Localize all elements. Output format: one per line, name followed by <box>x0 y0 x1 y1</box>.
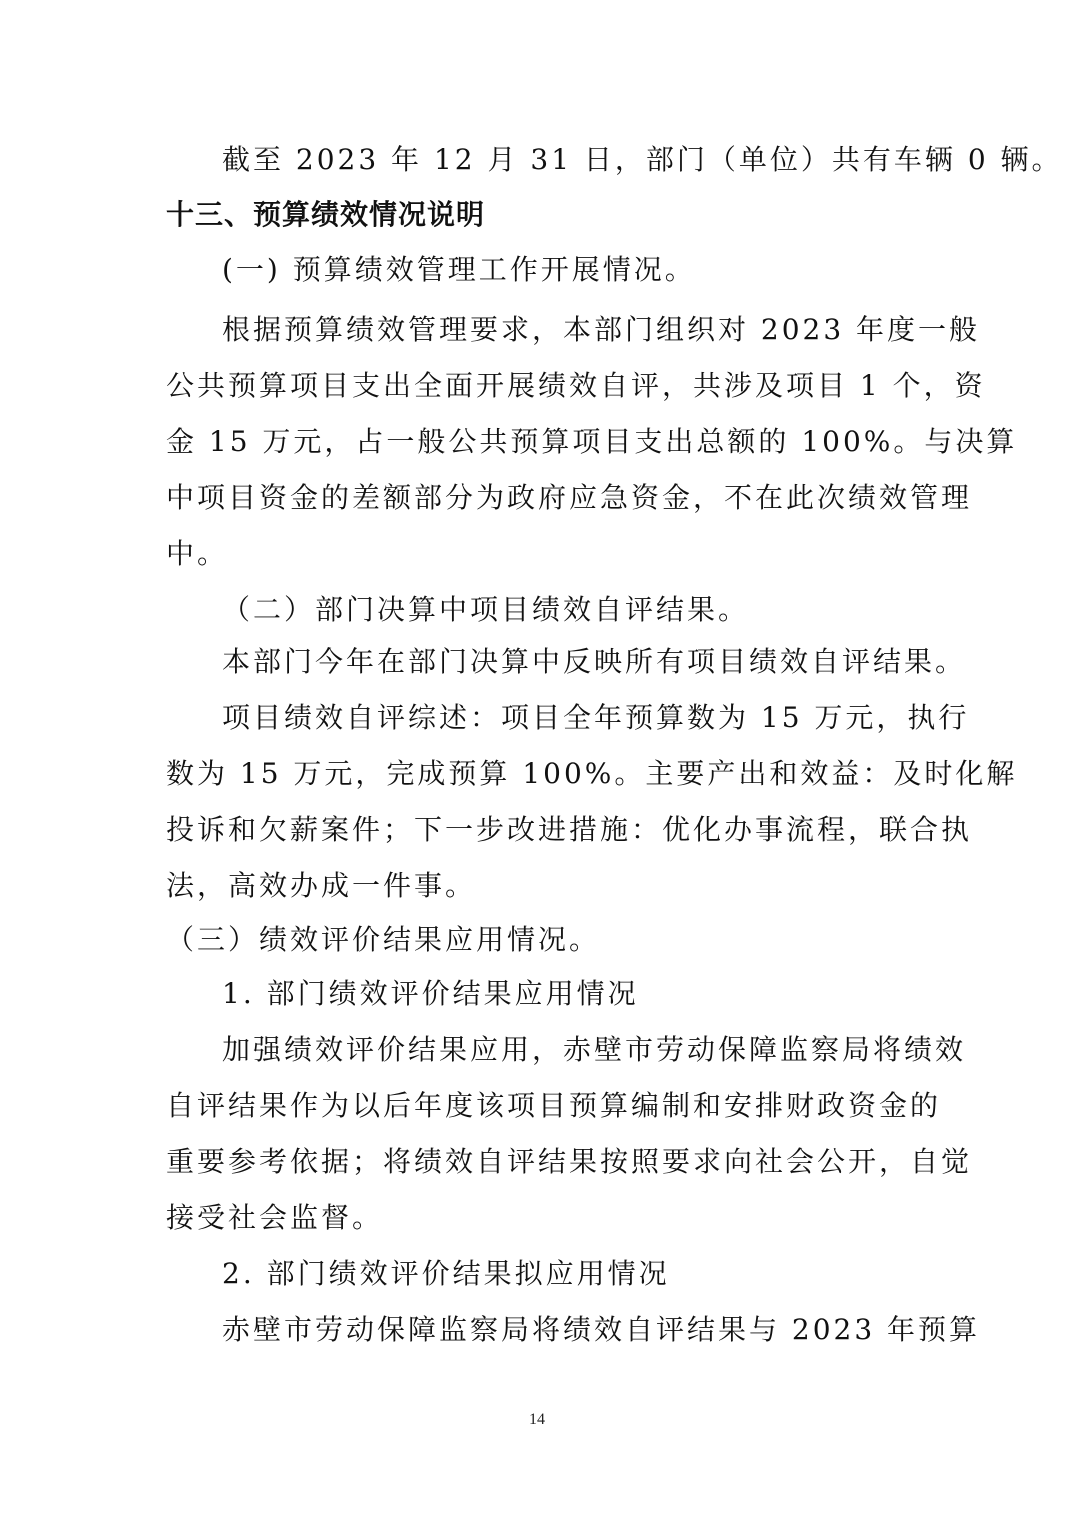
paragraph-line: 法，高效办成一件事。 <box>166 869 477 902</box>
paragraph-line: 重要参考依据；将绩效自评结果按照要求向社会公开，自觉 <box>166 1145 973 1178</box>
paragraph-line: 数为 15 万元，完成预算 100%。主要产出和效益：及时化解 <box>166 757 1018 790</box>
paragraph-line: 中。 <box>166 537 229 570</box>
paragraph-line: 接受社会监督。 <box>166 1201 384 1234</box>
subsection-heading-self-evaluation-results: （二）部门决算中项目绩效自评结果。 <box>222 593 750 626</box>
paragraph-line: 根据预算绩效管理要求，本部门组织对 2023 年度一般 <box>222 313 981 346</box>
paragraph-line: 本部门今年在部门决算中反映所有项目绩效自评结果。 <box>222 645 967 678</box>
paragraph-line: 项目绩效自评综述：项目全年预算数为 15 万元，执行 <box>222 701 970 734</box>
numbered-heading-application: 1. 部门绩效评价结果应用情况 <box>222 977 639 1010</box>
paragraph-line: 投诉和欠薪案件；下一步改进措施：优化办事流程，联合执 <box>166 813 973 846</box>
subsection-heading-results-application: （三）绩效评价结果应用情况。 <box>166 923 601 956</box>
section-heading-budget-performance: 十三、预算绩效情况说明 <box>166 198 486 231</box>
numbered-heading-planned-application: 2. 部门绩效评价结果拟应用情况 <box>222 1257 670 1290</box>
vehicle-count-paragraph: 截至 2023 年 12 月 31 日，部门（单位）共有车辆 0 辆。 <box>222 143 1063 176</box>
paragraph-line: 中项目资金的差额部分为政府应急资金，不在此次绩效管理 <box>166 481 973 514</box>
paragraph-line: 自评结果作为以后年度该项目预算编制和安排财政资金的 <box>166 1089 942 1122</box>
paragraph-line: 公共预算项目支出全面开展绩效自评，共涉及项目 1 个，资 <box>166 369 986 402</box>
paragraph-line: 加强绩效评价结果应用，赤壁市劳动保障监察局将绩效 <box>222 1033 967 1066</box>
page-number: 14 <box>529 1411 545 1428</box>
paragraph-line: 金 15 万元，占一般公共预算项目支出总额的 100%。与决算 <box>166 425 1018 458</box>
subsection-heading-management-work: (一) 预算绩效管理工作开展情况。 <box>222 253 696 286</box>
paragraph-line: 赤壁市劳动保障监察局将绩效自评结果与 2023 年预算 <box>222 1313 981 1346</box>
